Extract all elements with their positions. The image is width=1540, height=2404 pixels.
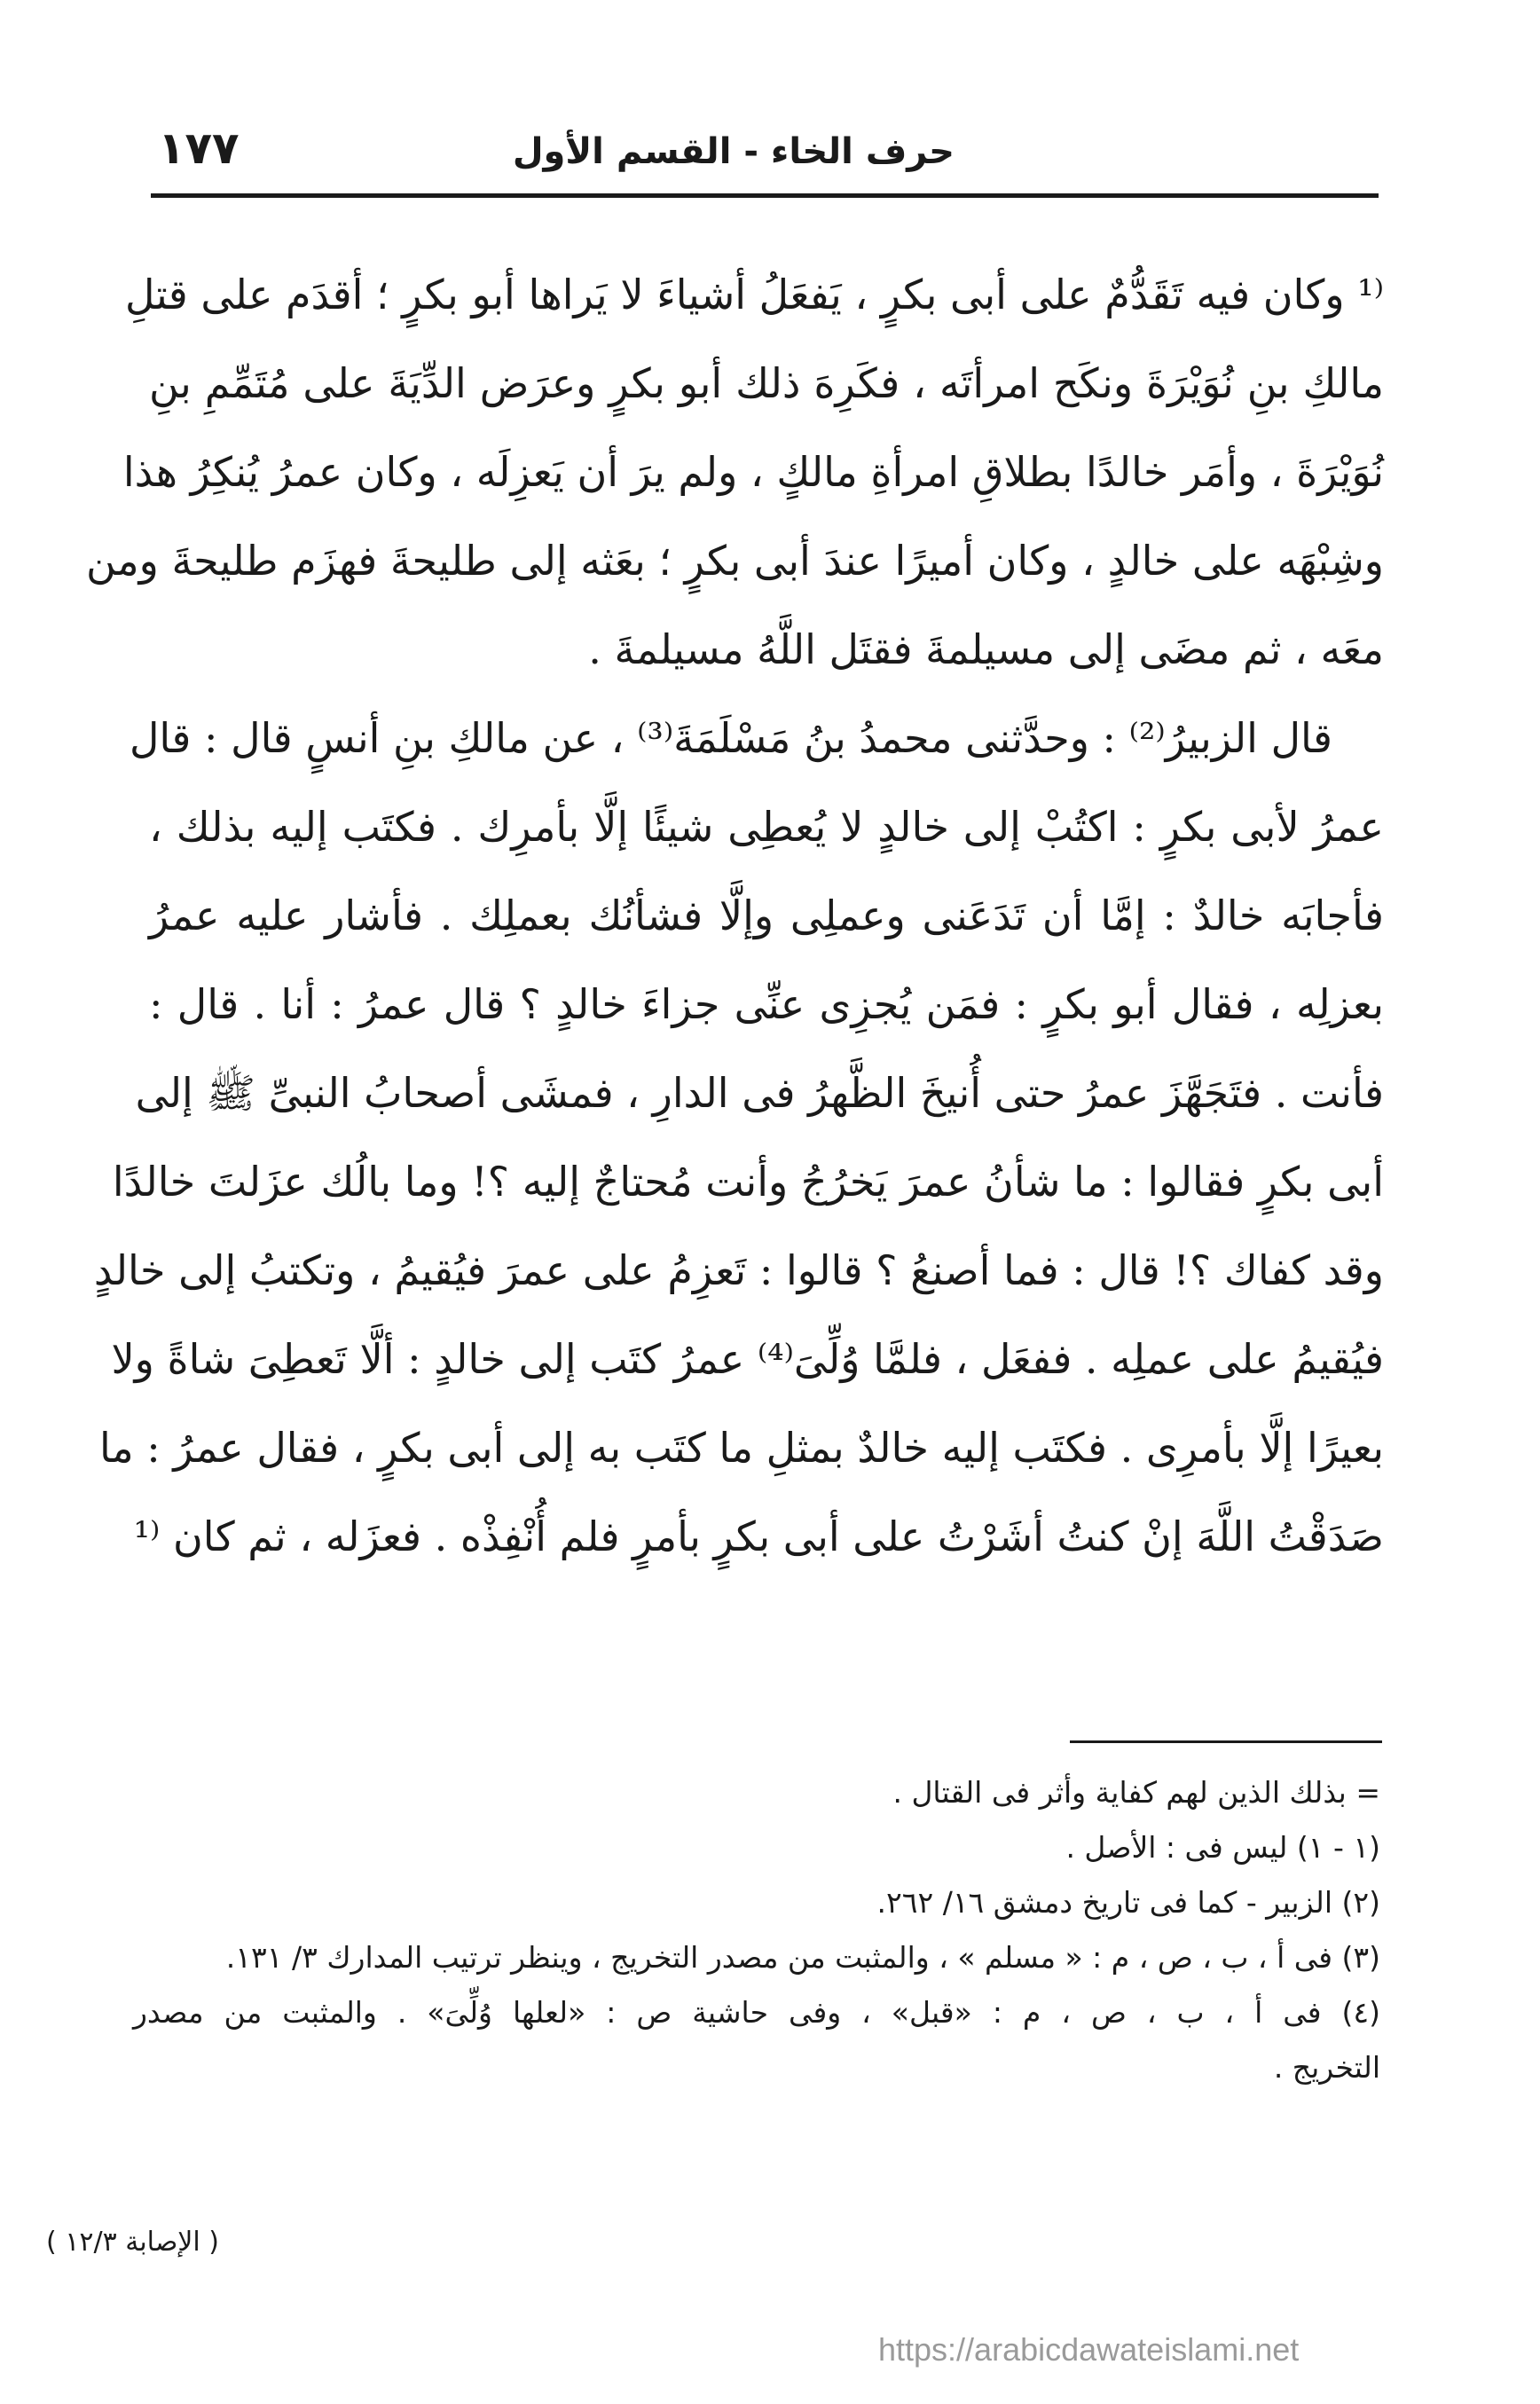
footnote-line: (٢) الزبير - كما فى تاريخ دمشق ١٦/ ٢٦٢. — [876, 1885, 1380, 1920]
body-line: بعزلِه ، فقال أبو بكرٍ : فمَن يُجزِى عنِّى جزاءَ خالدٍ ؟ قال عمرُ : أنا . قال : — [149, 980, 1384, 1028]
body-line: فيُقيمُ على عملِه . ففعَل ، فلمَّا وُلِّىَ⁽⁴⁾ عمرُ كتَب إلى خالدٍ : ألَّا تَعطِىَ شاةً ولا — [111, 1335, 1384, 1383]
footnote-line: (٤) فى أ ، ب ، ص ، م : «قبل» ، وفى حاشية ص : «لعلها وُلِّىَ» . والمثبت من مصدر — [133, 1995, 1380, 2030]
body-line: عمرُ لأبى بكرٍ : اكتُبْ إلى خالدٍ لا يُعطِى شيئًا إلَّا بأمرِك . فكتَب إليه بذلك ، — [149, 803, 1384, 851]
body-line: نُوَيْرَةَ ، وأمَر خالدًا بطلاقِ امرأةِ مالكٍ ، ولم يرَ أن يَعزِلَه ، وكان عمرُ يُنكِرُ هذا — [122, 448, 1384, 496]
footnote-rule — [1070, 1740, 1382, 1743]
body-line: قال الزبيرُ⁽²⁾ : وحدَّثنى محمدُ بنُ مَسْلَمَةَ⁽³⁾ ، عن مالكِ بنِ أنسٍ قال : قال — [129, 714, 1332, 762]
body-line: فأنت . فتَجَهَّزَ عمرُ حتى أُنيخَ الظَّهرُ فى الدارِ ، فمشَى أصحابُ النبىِّ ﷺ إلى — [135, 1069, 1384, 1117]
body-line: معَه ، ثم مضَى إلى مسيلمةَ فقتَل اللَّهُ مسيلمةَ . — [588, 625, 1384, 673]
body-line: أبى بكرٍ فقالوا : ما شأنُ عمرَ يَخرُجُ وأنت مُحتاجٌ إليه ؟! وما بالُك عزَلتَ خالدًا — [112, 1158, 1384, 1206]
body-line: وقد كفاك ؟! قال : فما أصنعُ ؟ قالوا : تَعزِمُ على عمرَ فيُقيمُ ، وتكتبُ إلى خالدٍ — [93, 1246, 1384, 1294]
footnote-line: التخريج . — [1273, 2050, 1380, 2085]
running-header: حرف الخاء - القسم الأول — [512, 131, 955, 172]
body-line: وشِبْهَه على خالدٍ ، وكان أميرًا عندَ أبى بكرٍ ؛ بعَثه إلى طليحةَ فهزَم طليحةَ ومن — [85, 537, 1384, 585]
body-line: مالكِ بنِ نُوَيْرَةَ ونكَح امرأتَه ، فكَرِهَ ذلك أبو بكرٍ وعرَض الدِّيَةَ على مُتَمِّمِ بنِ — [149, 359, 1384, 407]
body-text — [85, 250, 1384, 1581]
body-line: بعيرًا إلَّا بأمرِى . فكتَب إليه خالدٌ بمثلِ ما كتَب به إلى أبى بكرٍ ، فقال عمرُ : ما — [98, 1424, 1384, 1472]
body-line: صَدَقْتُ اللَّهَ إنْ كنتُ أشَرْتُ على أبى بكرٍ بأمرٍ فلم أُنْفِذْه . فعزَله ، ثم كان ⁽¹ — [133, 1512, 1384, 1560]
footnotes — [133, 1765, 1380, 2095]
header-rule — [151, 193, 1379, 198]
body-line: ⁽¹ وكان فيه تَقَدُّمٌ على أبى بكرٍ ، يَفعَلُ أشياءَ لا يَراها أبو بكرٍ ؛ أقدَم على قتلِ — [125, 271, 1384, 318]
body-line: فأجابَه خالدٌ : إمَّا أن تَدَعَنى وعملِى وإلَّا فشأنُك بعملِك . فأشار عليه عمرُ — [149, 892, 1384, 939]
footnote-line: = بذلك الذين لهم كفاية وأثر فى القتال . — [892, 1775, 1380, 1810]
signature-mark: ( الإصابة ١٢/٣ ) — [46, 2227, 219, 2258]
footnote-line: (١ - ١) ليس فى : الأصل . — [1065, 1830, 1380, 1865]
footnote-line: (٣) فى أ ، ب ، ص ، م : « مسلم » ، والمثبت من مصدر التخريج ، وينظر ترتيب المدارك ٣/ ١٣١. — [225, 1940, 1380, 1975]
page-number: ١٧٧ — [158, 122, 240, 174]
watermark: https://arabicdawateislami.net — [878, 2331, 1300, 2368]
